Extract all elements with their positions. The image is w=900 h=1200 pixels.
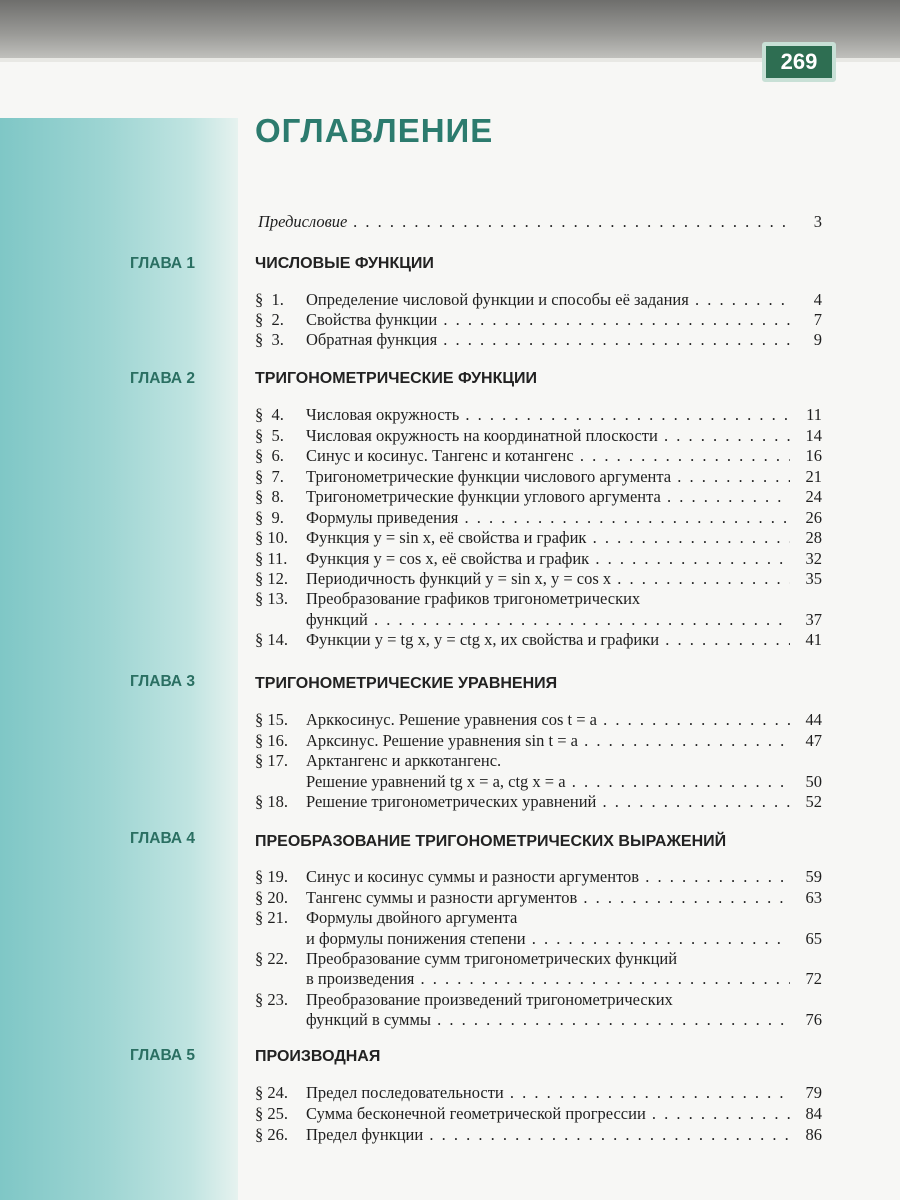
chapter-4-label: ГЛАВА 4: [130, 830, 196, 847]
preface-entry[interactable]: [0, 211, 900, 233]
toc-entry[interactable]: [0, 750, 900, 772]
entry-page: 14: [805, 426, 822, 445]
entry-page: 84: [805, 1104, 822, 1123]
entry-page: 4: [813, 290, 822, 309]
entry-page: 44: [805, 710, 822, 729]
entry-page: 65: [805, 929, 822, 948]
entry-title: Арксинус. Решение уравнения sin t = a . . .: [306, 730, 790, 752]
entry-title: Предел последовательности . . .: [306, 1082, 790, 1104]
toc-entry[interactable]: [0, 568, 900, 590]
entry-title: Сумма бесконечной геометрической прогрессии . . .: [306, 1103, 790, 1125]
toc-entry[interactable]: [0, 404, 900, 426]
page-number: 269: [780, 49, 818, 74]
section-number: § 22.: [255, 949, 288, 968]
entry-title: Обратная функция . . .: [306, 329, 790, 351]
toc-entry[interactable]: [0, 791, 900, 813]
entry-page: 7: [813, 310, 822, 329]
section-number: § 23.: [255, 990, 288, 1009]
section-number: § 15.: [255, 710, 288, 729]
entry-title: Арккосинус. Решение уравнения cos t = a . . .: [306, 709, 790, 731]
entry-title: Формулы двойного аргумента: [306, 908, 518, 927]
toc-entry[interactable]: [0, 730, 900, 752]
entry-title: Преобразование произведений тригонометрических: [306, 990, 673, 1009]
entry-page: 47: [805, 731, 822, 750]
chapter-2-title[interactable]: ТРИГОНОМЕТРИЧЕСКИЕ ФУНКЦИИ: [255, 370, 538, 387]
chapter-5-title[interactable]: ПРОИЗВОДНАЯ: [255, 1048, 381, 1065]
entry-page: 76: [805, 1010, 822, 1029]
entry-page: 50: [805, 772, 822, 791]
entry-page: 52: [805, 792, 822, 811]
entry-title: Преобразование сумм тригонометрических функций: [306, 949, 678, 968]
entry-title: Числовая окружность на координатной плоскости . . .: [306, 425, 790, 447]
entry-title: Арктангенс и арккотангенс.: [306, 751, 502, 770]
toc-entry[interactable]: [0, 928, 900, 950]
section-number: § 4.: [255, 405, 284, 424]
chapter-1-label: ГЛАВА 1: [130, 255, 196, 272]
section-number: § 21.: [255, 908, 288, 927]
toc-entry[interactable]: [0, 1082, 900, 1104]
section-number: § 1.: [255, 290, 284, 309]
section-number: § 17.: [255, 751, 288, 770]
section-number: § 25.: [255, 1104, 288, 1123]
entry-page: 72: [805, 969, 822, 988]
toc-entry[interactable]: [0, 466, 900, 488]
section-number: § 24.: [255, 1083, 288, 1102]
entry-title: Тригонометрические функции числового аргумента . . .: [306, 466, 790, 488]
toc-entry[interactable]: [0, 887, 900, 909]
entry-page: 9: [813, 330, 822, 349]
section-number: § 26.: [255, 1125, 288, 1144]
toc-entry[interactable]: [0, 425, 900, 447]
entry-title: Числовая окружность . . .: [306, 404, 790, 426]
entry-title: Формулы приведения . . .: [306, 507, 790, 529]
entry-page: 21: [805, 467, 822, 486]
section-number: § 3.: [255, 330, 284, 349]
entry-page: 63: [805, 888, 822, 907]
toc-entry[interactable]: [0, 968, 900, 990]
toc-entry[interactable]: [0, 1124, 900, 1146]
entry-title: и формулы понижения степени . . .: [306, 928, 790, 950]
toc-entry[interactable]: [0, 1009, 900, 1031]
sidebar-band: [0, 118, 238, 1200]
entry-title: Тангенс суммы и разности аргументов . . .: [306, 887, 790, 909]
page-title: ОГЛАВЛЕНИЕ: [255, 112, 494, 149]
toc-entry[interactable]: [0, 866, 900, 888]
entry-title: Решение уравнений tg x = a, ctg x = a . . .: [306, 771, 790, 793]
section-number: § 18.: [255, 792, 288, 811]
preface-label: Предисловие . . .: [258, 211, 788, 233]
toc-entry[interactable]: [0, 527, 900, 549]
chapter-3-title[interactable]: ТРИГОНОМЕТРИЧЕСКИЕ УРАВНЕНИЯ: [255, 675, 558, 692]
chapter-1-title[interactable]: ЧИСЛОВЫЕ ФУНКЦИИ: [255, 255, 434, 272]
toc-entry[interactable]: [0, 588, 900, 610]
section-number: § 2.: [255, 310, 284, 329]
page-number-box: [762, 42, 836, 82]
section-number: § 6.: [255, 446, 284, 465]
section-number: § 19.: [255, 867, 288, 886]
entry-page: 11: [806, 405, 822, 424]
section-number: § 5.: [255, 426, 284, 445]
preface-page: 3: [813, 212, 822, 231]
toc-entry[interactable]: [0, 709, 900, 731]
toc-entry[interactable]: [0, 1103, 900, 1125]
entry-title: Преобразование графиков тригонометрических: [306, 589, 641, 608]
entry-page: 41: [805, 630, 822, 649]
section-number: § 13.: [255, 589, 288, 608]
toc-entry[interactable]: [0, 609, 900, 631]
entry-page: 35: [805, 569, 822, 588]
toc-entry[interactable]: [0, 329, 900, 351]
chapter-5-label: ГЛАВА 5: [130, 1047, 196, 1064]
toc-entry[interactable]: [0, 507, 900, 529]
section-number: § 11.: [255, 549, 288, 568]
section-number: § 7.: [255, 467, 284, 486]
entry-title: Тригонометрические функции углового аргумента . . .: [306, 486, 790, 508]
entry-page: 16: [805, 446, 822, 465]
section-number: § 10.: [255, 528, 288, 547]
section-number: § 9.: [255, 508, 284, 527]
entry-page: 24: [805, 487, 822, 506]
entry-title: Синус и косинус суммы и разности аргументов . . .: [306, 866, 790, 888]
toc-entry[interactable]: [0, 486, 900, 508]
entry-page: 37: [805, 610, 822, 629]
entry-page: 79: [805, 1083, 822, 1102]
toc-entry[interactable]: [0, 445, 900, 467]
section-number: § 8.: [255, 487, 284, 506]
section-number: § 12.: [255, 569, 288, 588]
toc-entry[interactable]: [0, 771, 900, 793]
toc-entry[interactable]: [0, 289, 900, 311]
entry-title: Предел функции . . .: [306, 1124, 790, 1146]
section-number: § 16.: [255, 731, 288, 750]
entry-title: Функция y = sin x, её свойства и график . . .: [306, 527, 790, 549]
entry-page: 28: [805, 528, 822, 547]
entry-title: Функции y = tg x, y = ctg x, их свойства и графики . . .: [306, 629, 790, 651]
toc-entry[interactable]: [0, 989, 900, 1011]
toc-entry[interactable]: [0, 309, 900, 331]
toc-entry[interactable]: [0, 948, 900, 970]
chapter-4-title[interactable]: ПРЕОБРАЗОВАНИЕ ТРИГОНОМЕТРИЧЕСКИХ ВЫРАЖЕНИЙ: [255, 833, 727, 850]
toc-entry[interactable]: [0, 548, 900, 570]
entry-title: функций . . .: [306, 609, 790, 631]
entry-page: 59: [805, 867, 822, 886]
toc-entry[interactable]: [0, 907, 900, 929]
chapter-3-label: ГЛАВА 3: [130, 673, 196, 690]
entry-title: Синус и косинус. Тангенс и котангенс . . .: [306, 445, 790, 467]
entry-title: Функция y = cos x, её свойства и график . . .: [306, 548, 790, 570]
entry-title: функций в суммы . . .: [306, 1009, 790, 1031]
section-number: § 14.: [255, 630, 288, 649]
entry-title: Решение тригонометрических уравнений . . .: [306, 791, 790, 813]
chapter-2-label: ГЛАВА 2: [130, 370, 196, 387]
entry-page: 32: [805, 549, 822, 568]
entry-title: Периодичность функций y = sin x, y = cos x . . .: [306, 568, 790, 590]
entry-title: Определение числовой функции и способы её задания . . .: [306, 289, 790, 311]
entry-page: 26: [805, 508, 822, 527]
entry-title: Свойства функции . . .: [306, 309, 790, 331]
entry-page: 86: [805, 1125, 822, 1144]
section-number: § 20.: [255, 888, 288, 907]
entry-title: в произведения . . .: [306, 968, 790, 990]
toc-entry[interactable]: [0, 629, 900, 651]
